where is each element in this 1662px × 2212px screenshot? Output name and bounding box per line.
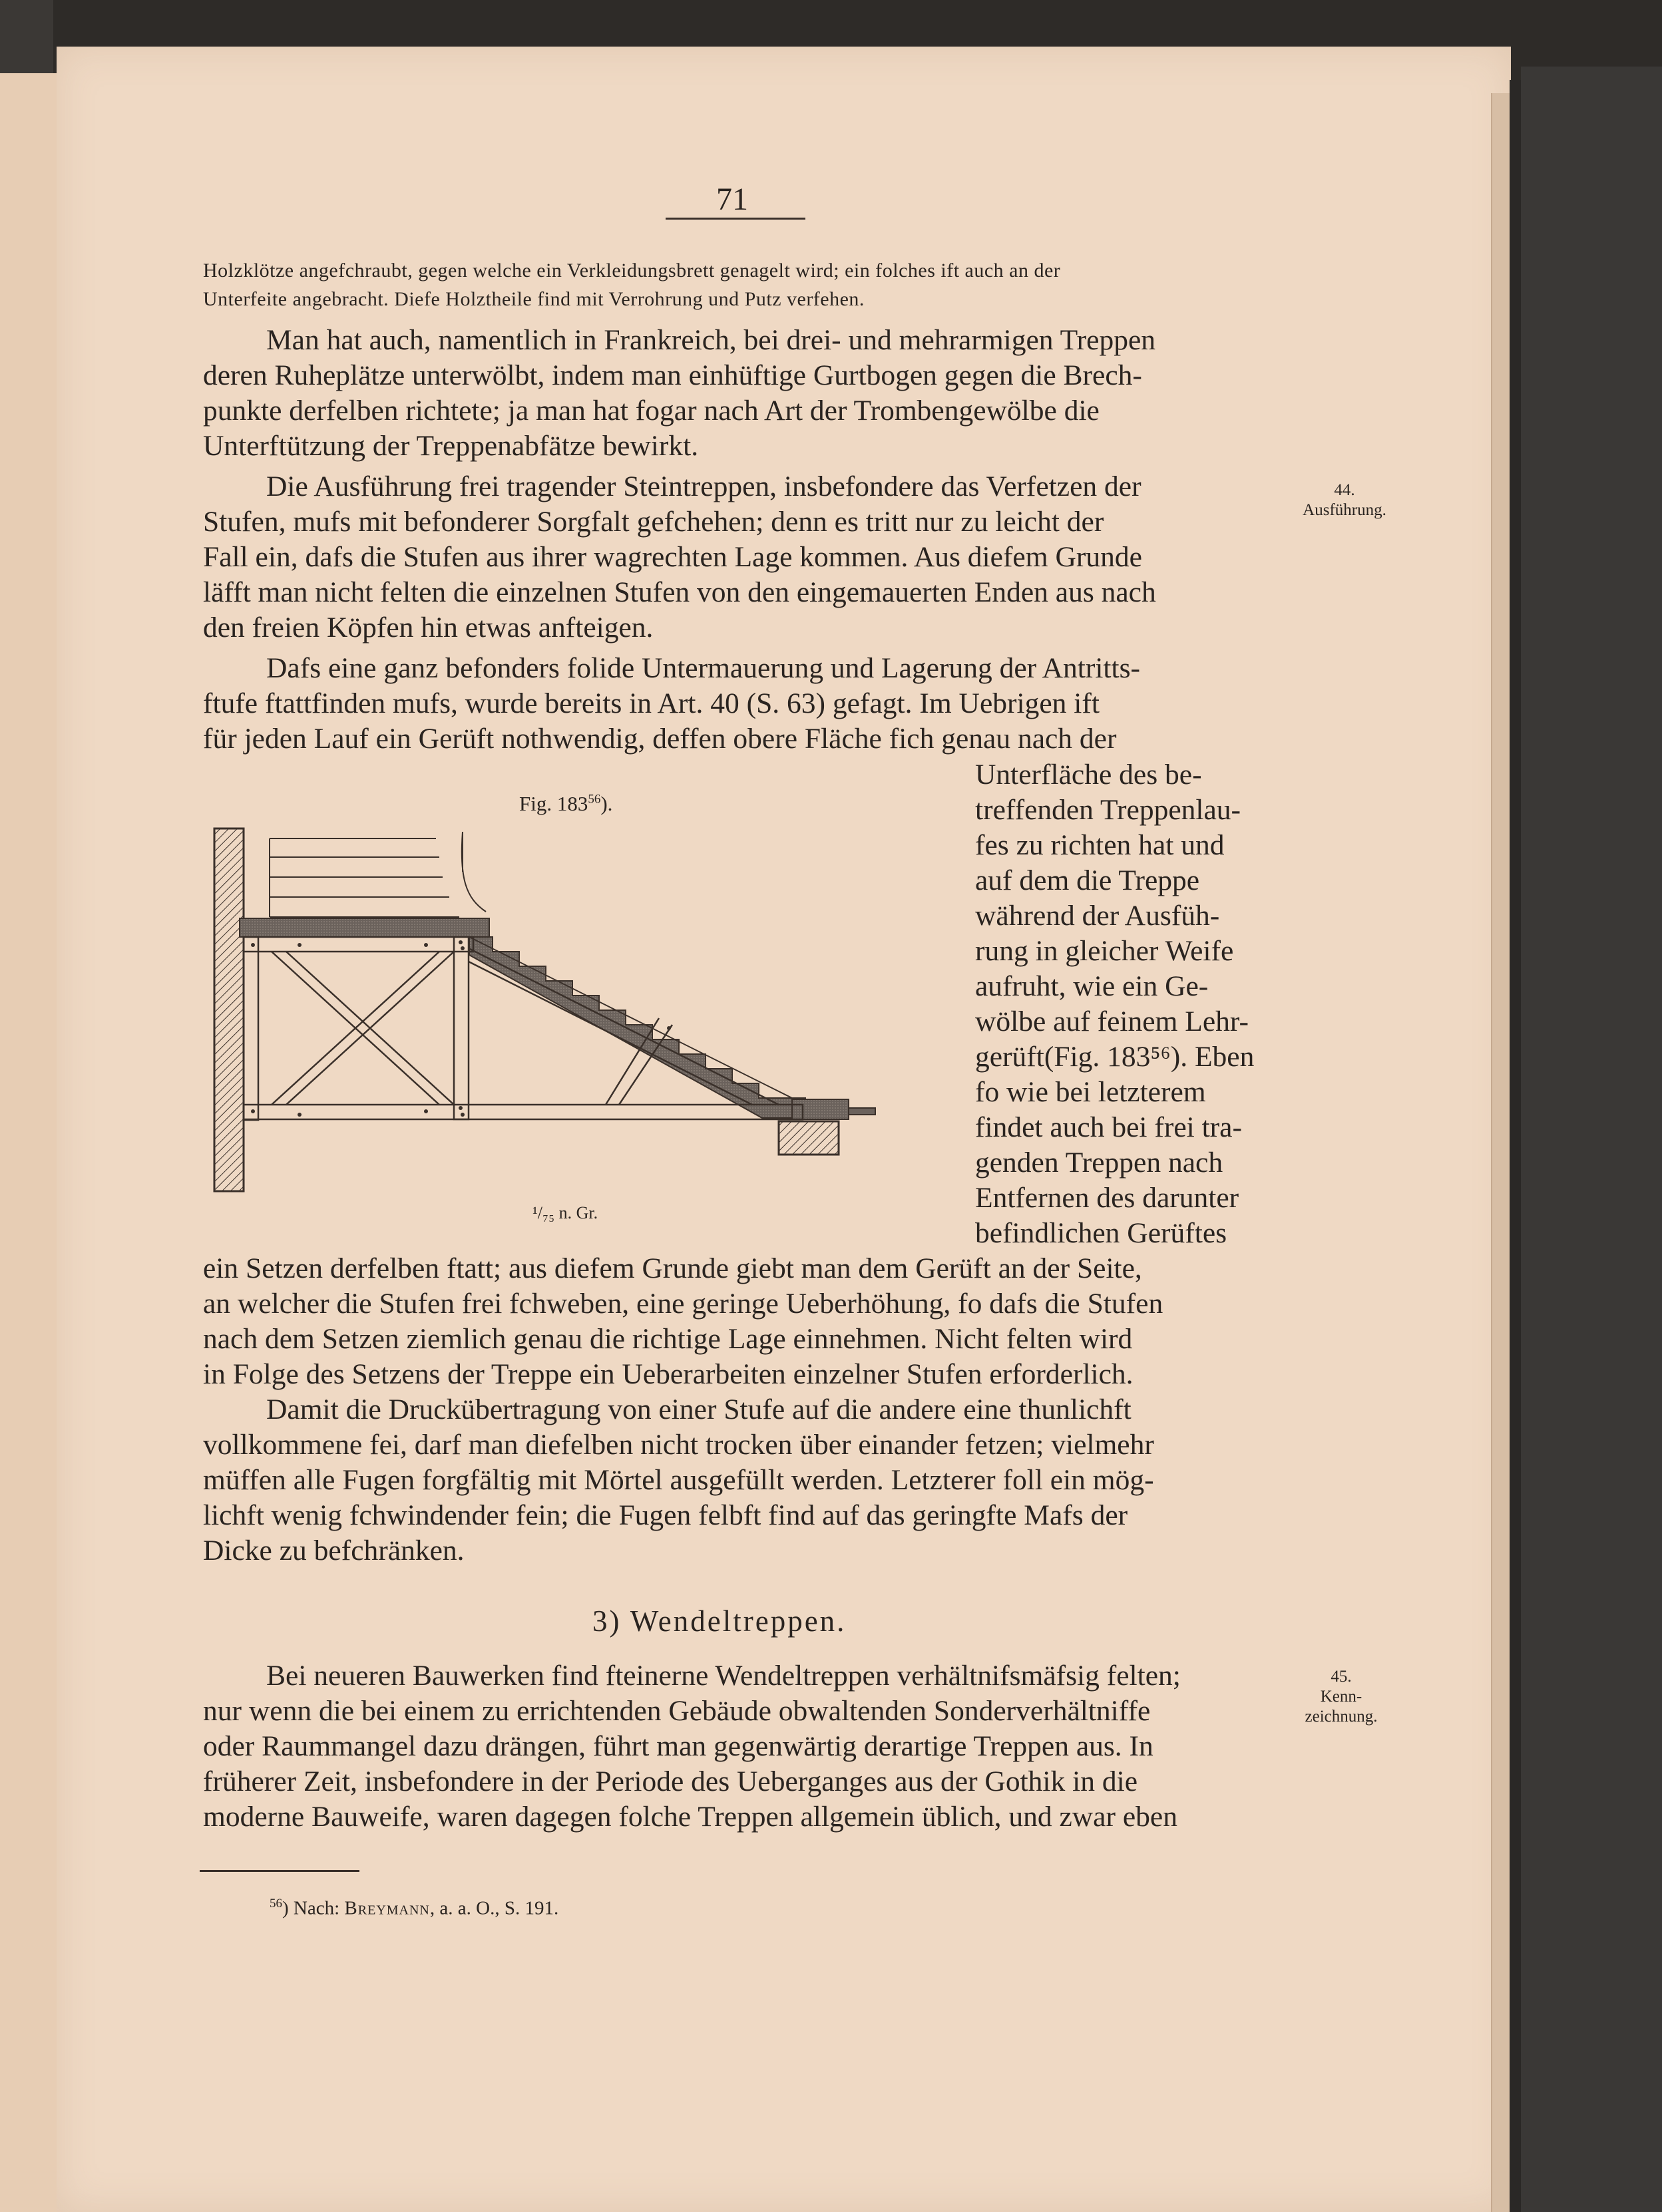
text-line: läfft man nicht felten die einzelnen Stufen von den eingemauerten Enden aus nach (203, 576, 1156, 608)
text-line: Unterftützung der Treppenabfätze bewirkt. (203, 430, 699, 462)
intro-line: Unterfeite angebracht. Diefe Holztheile find mit Verrohrung und Putz verfehen. (203, 288, 865, 310)
text-line: gerüft(Fig. 183⁵⁶). Eben (975, 1041, 1255, 1073)
text-line: oder Raummangel dazu drängen, führt man gegenwärtig derartige Treppen aus. In (203, 1730, 1153, 1762)
margin-note-45 (1285, 1667, 1398, 1727)
text-line: auf dem die Treppe (975, 864, 1200, 896)
text-line: Fall ein, dafs die Stufen aus ihrer wagrechten Lage kommen. Aus diefem Grunde (203, 541, 1142, 573)
staircase-scaffold-figure (206, 825, 945, 1198)
margin-note-number: 44. (1334, 481, 1355, 499)
text-line: vollkommene fei, darf man diefelben nicht trocken über einander fetzen; vielmehr (203, 1429, 1154, 1461)
foundation-hatched (779, 1121, 839, 1155)
text-line: ein Setzen derfelben ftatt; aus diefem Grunde giebt man dem Gerüft an der Seite, (203, 1252, 1142, 1284)
footnote-number: 56 (270, 1897, 282, 1911)
text-line: während der Ausfüh- (975, 900, 1220, 932)
text-line: Dicke zu befchränken. (203, 1535, 465, 1567)
footnote-rule (200, 1870, 359, 1872)
footnote: $^{56}$) Nach: Breymann, a. a. O., S. 191. (270, 1897, 559, 1919)
text-line: Stufen, mufs mit befonderer Sorgfalt gefchehen; denn es tritt nur zu leicht der (203, 506, 1104, 538)
wall-hatched (214, 829, 244, 1191)
text-line: Entfernen des darunter (975, 1182, 1239, 1214)
text-line: müffen alle Fugen forgfältig mit Mörtel ausgefüllt werden. Letzterer foll ein mög- (203, 1464, 1154, 1496)
intro-line: Holzklötze angefchraubt, gegen welche ein Verkleidungsbrett genagelt wird; ein folches ift auch an der (203, 260, 1061, 281)
text-line: nur wenn die bei einem zu errichtenden Gebäude obwaltenden Sonderverhältniffe (203, 1695, 1151, 1727)
text-line: an welcher die Stufen frei fchweben, eine geringe Ueberhöhung, fo dafs die Stufen (203, 1288, 1163, 1320)
margin-note-44 (1288, 480, 1401, 520)
footnote-rest: , a. a. O., S. 191. (429, 1897, 559, 1919)
text-line: wölbe auf feinem Lehr- (975, 1006, 1249, 1037)
page-number-rule (666, 218, 805, 220)
text-line: befindlichen Gerüftes (975, 1217, 1227, 1249)
landing-slab (240, 918, 489, 937)
intro-small-text (203, 256, 1268, 313)
text-line: früherer Zeit, insbefondere in der Periode des Ueberganges aus der Gothik in die (203, 1765, 1138, 1797)
text-line: in Folge des Setzens der Treppe ein Ueberarbeiten einzelner Stufen erforderlich. (203, 1358, 1134, 1390)
margin-note-label: zeichnung. (1305, 1708, 1378, 1726)
margin-note-label: Kenn- (1320, 1688, 1362, 1706)
figure-caption: Fig. $183^{56}$). (519, 792, 613, 815)
text-line: punkte derfelben richtete; ja man hat fogar nach Art der Trombengewölbe die (203, 395, 1100, 427)
text-line: ftufe ftattfinden mufs, wurde bereits in Art. 40 (S. 63) gefagt. Im Uebrigen ift (203, 687, 1100, 719)
text-line: rung in gleicher Weife (975, 935, 1234, 967)
section-heading: 3) Wendeltreppen. (592, 1604, 847, 1638)
text-line: lichft wenig fchwindender fein; die Fugen felbft find auf das geringfte Mafs der (203, 1499, 1128, 1531)
margin-note-label: Ausführung. (1303, 501, 1386, 519)
stone-steps (469, 937, 805, 1118)
page-number: 71 (716, 182, 748, 217)
footnote-prefix: Nach: (293, 1897, 345, 1919)
text-line: Bei neueren Bauwerken find fteinerne Wendeltreppen verhältnifsmäfsig felten; (266, 1660, 1181, 1692)
paragraph-2 (203, 469, 1265, 645)
figure-caption-label: Fig. 183 (519, 792, 588, 815)
text-line: treffenden Treppenlau- (975, 794, 1241, 826)
text-line: deren Ruheplätze unterwölbt, indem man einhüftige Gurtbogen gegen die Brech- (203, 359, 1142, 391)
figure-caption-ref: 56 (588, 792, 601, 807)
text-line: Unterfläche des be- (975, 759, 1202, 791)
text-line: fo wie bei letzterem (975, 1076, 1206, 1108)
text-line: nach dem Setzen ziemlich genau die richtige Lage einnehmen. Nicht felten wird (203, 1323, 1133, 1355)
footnote-author: Breymann (344, 1897, 430, 1919)
margin-note-number: 45. (1331, 1668, 1352, 1686)
text-line: für jeden Lauf ein Gerüft nothwendig, deffen obere Fläche fich genau nach der (203, 723, 1117, 755)
figure-scale: ¹/₇₅ n. Gr. (532, 1203, 598, 1222)
text-line: genden Treppen nach (975, 1147, 1223, 1179)
text-line: moderne Bauweife, waren dagegen folche Treppen allgemein üblich, und zwar eben (203, 1801, 1177, 1833)
paragraph-4 (203, 1392, 1265, 1568)
text-line: Dafs eine ganz befonders folide Untermauerung und Lagerung der Antritts- (266, 652, 1141, 684)
paragraph-3-wrap (975, 757, 1261, 1251)
paragraph-5 (203, 1658, 1265, 1835)
text-line: Damit die Druckübertragung von einer Stufe auf die andere eine thunlichft (266, 1393, 1132, 1425)
back-steps (270, 832, 486, 917)
previous-page-edge (0, 73, 63, 2212)
text-line: aufruht, wie ein Ge- (975, 970, 1209, 1002)
text-line: fes zu richten hat und (975, 829, 1225, 861)
text-line: den freien Köpfen hin etwas anfteigen. (203, 612, 654, 644)
paragraph-1 (203, 323, 1265, 464)
text-line: Die Ausführung frei tragender Steintreppen, insbefondere das Verfetzen der (266, 470, 1142, 502)
text-line: findet auch bei frei tra- (975, 1111, 1242, 1143)
text-line: Man hat auch, namentlich in Frankreich, bei drei- und mehrarmigen Treppen (266, 324, 1156, 356)
landing-step (792, 1099, 875, 1119)
paragraph-3 (203, 651, 1265, 757)
paragraph-3-tail (203, 1251, 1265, 1392)
book-cover-right (1521, 67, 1662, 2212)
